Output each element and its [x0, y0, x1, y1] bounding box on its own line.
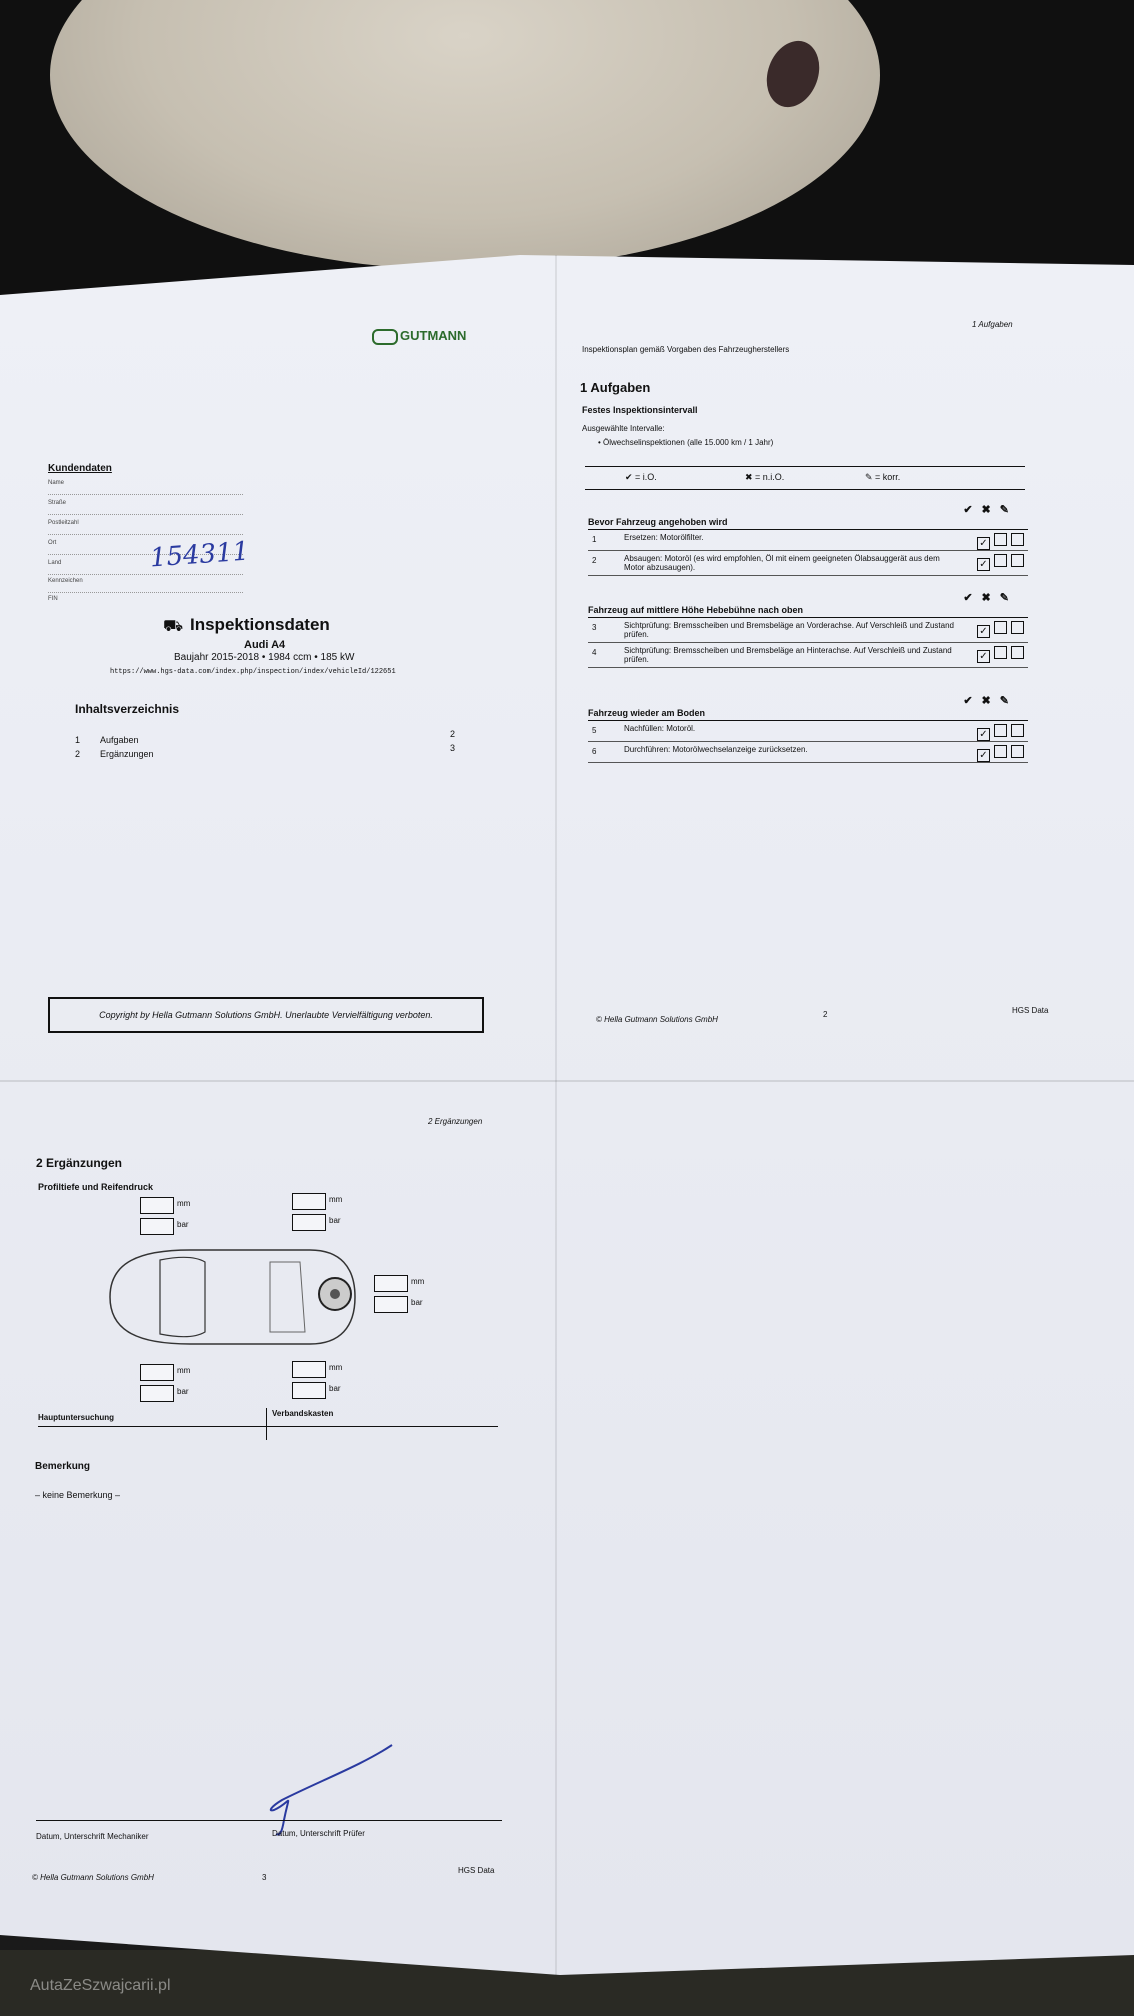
car-top-view-icon [100, 1242, 360, 1352]
interval-heading: Festes Inspektionsintervall [582, 405, 698, 415]
field-ort: Ort [48, 540, 243, 555]
checkbox-corrected[interactable] [1011, 724, 1024, 737]
check-legend-icons: ✔✖✎ [963, 695, 1018, 707]
section-title: Bevor Fahrzeug angehoben wird [588, 517, 728, 527]
remark-value: – keine Bemerkung – [35, 1490, 121, 1500]
task-number: 1 [592, 535, 597, 544]
checkbox-ok[interactable]: ✓ [977, 537, 990, 550]
page-header: 2 Ergänzungen [428, 1117, 483, 1126]
checkbox-corrected[interactable] [1011, 745, 1024, 758]
page-header: 1 Aufgaben [972, 320, 1013, 329]
checkbox-nok[interactable] [994, 533, 1007, 546]
inspection-title: Inspektionsdaten [190, 615, 330, 634]
legend-bar [585, 466, 1025, 490]
field-land: Land [48, 560, 243, 575]
unit-label: bar [177, 1220, 189, 1229]
task-number: 2 [592, 556, 597, 565]
checkbox-ok[interactable]: ✓ [977, 728, 990, 741]
footer-copyright: © Hella Gutmann Solutions GmbH [32, 1873, 154, 1882]
verbandskasten-label: Verbandskasten [272, 1409, 334, 1418]
tire-rr-depth-box[interactable] [292, 1361, 326, 1378]
checkbox-nok[interactable] [994, 646, 1007, 659]
brand-text: GUTMANN [400, 328, 467, 343]
section-mid-lift [588, 592, 1028, 668]
hella-logo-icon [372, 329, 398, 345]
toc-label: Aufgaben [100, 735, 139, 745]
tire-fl-depth-box[interactable] [140, 1197, 174, 1214]
checkbox-corrected[interactable] [1011, 554, 1024, 567]
signature-inspector-label: Datum, Unterschrift Prüfer [272, 1829, 365, 1838]
checkbox-ok[interactable]: ✓ [977, 749, 990, 762]
tire-heading: Profiltiefe und Reifendruck [38, 1182, 154, 1192]
paper-fold-vertical [555, 255, 557, 1975]
car-lift-icon: ⛟ [163, 618, 184, 635]
unit-label: bar [177, 1387, 189, 1396]
task-text: Sichtprüfung: Bremsscheiben und Bremsbeläge an Hinterachse. Auf Verschleiß und Zustand prüfen. [624, 646, 952, 664]
interval-item: • Ölwechselinspektionen (alle 15.000 km / 1 Jahr) [598, 438, 774, 447]
inspection-plan-note: Inspektionsplan gemäß Vorgaben des Fahrzeugherstellers [582, 345, 790, 354]
legend-ok: ✔ = i.O. [625, 472, 657, 482]
section-heading: 1 Aufgaben [580, 380, 651, 395]
task-row [588, 643, 1028, 668]
section-before-lift [588, 504, 1028, 576]
checkbox-nok[interactable] [994, 724, 1007, 737]
remark-title: Bemerkung [35, 1461, 91, 1472]
task-text: Nachfüllen: Motoröl. [624, 724, 696, 733]
section-title: Fahrzeug auf mittlere Höhe Hebebühne nach oben [588, 605, 804, 615]
task-number: 6 [592, 747, 597, 756]
tire-rr-pressure-box[interactable] [292, 1382, 326, 1399]
checkbox-ok[interactable]: ✓ [977, 625, 990, 638]
tire-spare-pressure-box[interactable] [374, 1296, 408, 1313]
field-name: Name [48, 480, 243, 495]
tire-spare-depth-box[interactable] [374, 1275, 408, 1292]
checkbox-nok[interactable] [994, 554, 1007, 567]
unit-label: bar [329, 1384, 341, 1393]
section-heading: 2 Ergänzungen [36, 1156, 123, 1170]
toc-item [75, 729, 455, 745]
signature-line [36, 1820, 502, 1821]
field-fin: FIN [48, 596, 58, 602]
task-row [588, 721, 1028, 742]
toc-number: 2 [75, 749, 81, 759]
unit-label: bar [411, 1298, 423, 1307]
task-number: 5 [592, 726, 597, 735]
unit-label: bar [329, 1216, 341, 1225]
unit-label: mm [411, 1277, 425, 1286]
task-text: Durchführen: Motorölwechselanzeige zurücksetzen. [624, 745, 808, 754]
task-row [588, 618, 1028, 643]
footer-hgs: HGS Data [458, 1866, 495, 1875]
toc-label: Ergänzungen [100, 749, 154, 759]
page-number: 3 [262, 1873, 267, 1882]
footer-hgs: HGS Data [1012, 1006, 1049, 1015]
gutmann-logo [372, 328, 466, 345]
vehicle-specs: Baujahr 2015-2018 • 1984 ccm • 185 kW [174, 652, 355, 663]
section-title: Fahrzeug wieder am Boden [588, 708, 706, 718]
checkbox-corrected[interactable] [1011, 646, 1024, 659]
legend-nok: ✖ = n.i.O. [745, 472, 785, 482]
divider [266, 1408, 267, 1440]
task-text: Absaugen: Motoröl (es wird empfohlen, Öl mit einem geeigneten Ölabsauggerät aus dem Motor abzusaugen). [624, 554, 940, 572]
toc-title: Inhaltsverzeichnis [75, 702, 180, 716]
field-plz: Postleitzahl [48, 520, 243, 535]
footer-copyright: © Hella Gutmann Solutions GmbH [596, 1015, 718, 1024]
copyright-box: Copyright by Hella Gutmann Solutions GmbH. Unerlaubte Vervielfältigung verboten. [48, 997, 484, 1033]
source-url: https://www.hgs-data.com/index.php/inspection/index/vehicleId/122651 [110, 668, 396, 676]
task-number: 3 [592, 623, 597, 632]
tire-fr-depth-box[interactable] [140, 1364, 174, 1381]
task-text: Sichtprüfung: Bremsscheiben und Bremsbeläge an Vorderachse. Auf Verschleiß und Zustand prüfen. [624, 621, 954, 639]
checkbox-nok[interactable] [994, 745, 1007, 758]
field-strasse: Straße [48, 500, 243, 515]
unit-label: mm [329, 1195, 343, 1204]
task-row [588, 551, 1028, 576]
watermark-text: AutaZeSzwajcarii.pl [30, 1977, 171, 1994]
tire-rl-pressure-box[interactable] [292, 1214, 326, 1231]
vehicle-model: Audi A4 [244, 639, 286, 651]
check-legend-icons: ✔✖✎ [963, 592, 1018, 604]
task-row [588, 742, 1028, 763]
tire-fl-pressure-box[interactable] [140, 1218, 174, 1235]
selected-intervals-label: Ausgewählte Intervalle: [582, 424, 665, 433]
section-on-ground [588, 695, 1028, 763]
tire-rl-depth-box[interactable] [292, 1193, 326, 1210]
toc-page: 3 [449, 743, 455, 753]
kundendaten-title: Kundendaten [48, 463, 112, 474]
checkbox-corrected[interactable] [1011, 621, 1024, 634]
handwritten-number: 154311 [149, 536, 251, 574]
field-kennzeichen: Kennzeichen [48, 578, 243, 593]
checkbox-ok[interactable]: ✓ [977, 558, 990, 571]
page-number: 2 [823, 1010, 828, 1019]
unit-label: mm [177, 1199, 191, 1208]
checkbox-nok[interactable] [994, 621, 1007, 634]
toc-number: 1 [75, 735, 81, 745]
paper-fold-horizontal [0, 1080, 1134, 1082]
unit-label: mm [177, 1366, 191, 1375]
checkbox-ok[interactable]: ✓ [977, 650, 990, 663]
toc-page: 2 [449, 729, 455, 739]
unit-label: mm [329, 1363, 343, 1372]
legend-corrected: ✎ = korr. [865, 472, 901, 482]
hauptuntersuchung-label: Hauptuntersuchung [38, 1413, 498, 1427]
task-row [588, 530, 1028, 551]
signature-mechanic-label: Datum, Unterschrift Mechaniker [36, 1832, 149, 1841]
toc-item [75, 743, 455, 759]
task-number: 4 [592, 648, 597, 657]
handwritten-signature [262, 1740, 402, 1840]
task-text: Ersetzen: Motorölfilter. [624, 533, 704, 542]
check-legend-icons: ✔✖✎ [963, 504, 1018, 516]
tire-fr-pressure-box[interactable] [140, 1385, 174, 1402]
checkbox-corrected[interactable] [1011, 533, 1024, 546]
